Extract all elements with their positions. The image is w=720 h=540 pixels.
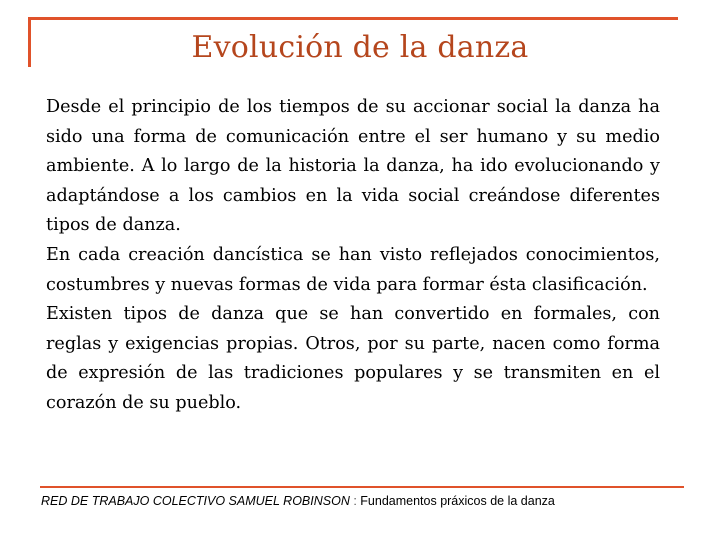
slide-title: Evolución de la danza: [191, 30, 529, 65]
paragraph-3: Existen tipos de danza que se han convertido en formales, con reglas y exigencias propias. Otros, por su parte, nacen como forma de expresión de las tradiciones populares y se transmiten en el corazón de su pueblo.: [46, 304, 660, 413]
top-border-line: [28, 17, 678, 20]
footer-divider-line: [40, 486, 684, 488]
paragraph-1: Desde el principio de los tiempos de su accionar social la danza ha sido una forma de comunicación entre el ser humano y su medio ambiente. A lo largo de la historia la danza, ha ido evolucionando y adaptándose a los cambios en la vida social creándose diferentes tipos de danza.: [46, 97, 660, 236]
footer-separator: :: [349, 494, 361, 508]
footer-organization: RED DE TRABAJO COLECTIVO SAMUEL ROBINSON: [41, 494, 350, 508]
footer-citation: [41, 494, 555, 508]
body-text: [46, 93, 660, 419]
footer-work-title: Fundamentos práxicos de la danza: [360, 494, 555, 508]
paragraph-2: En cada creación dancística se han visto reflejados conocimientos, costumbres y nuevas formas de vida para formar ésta clasificación.: [46, 244, 660, 295]
